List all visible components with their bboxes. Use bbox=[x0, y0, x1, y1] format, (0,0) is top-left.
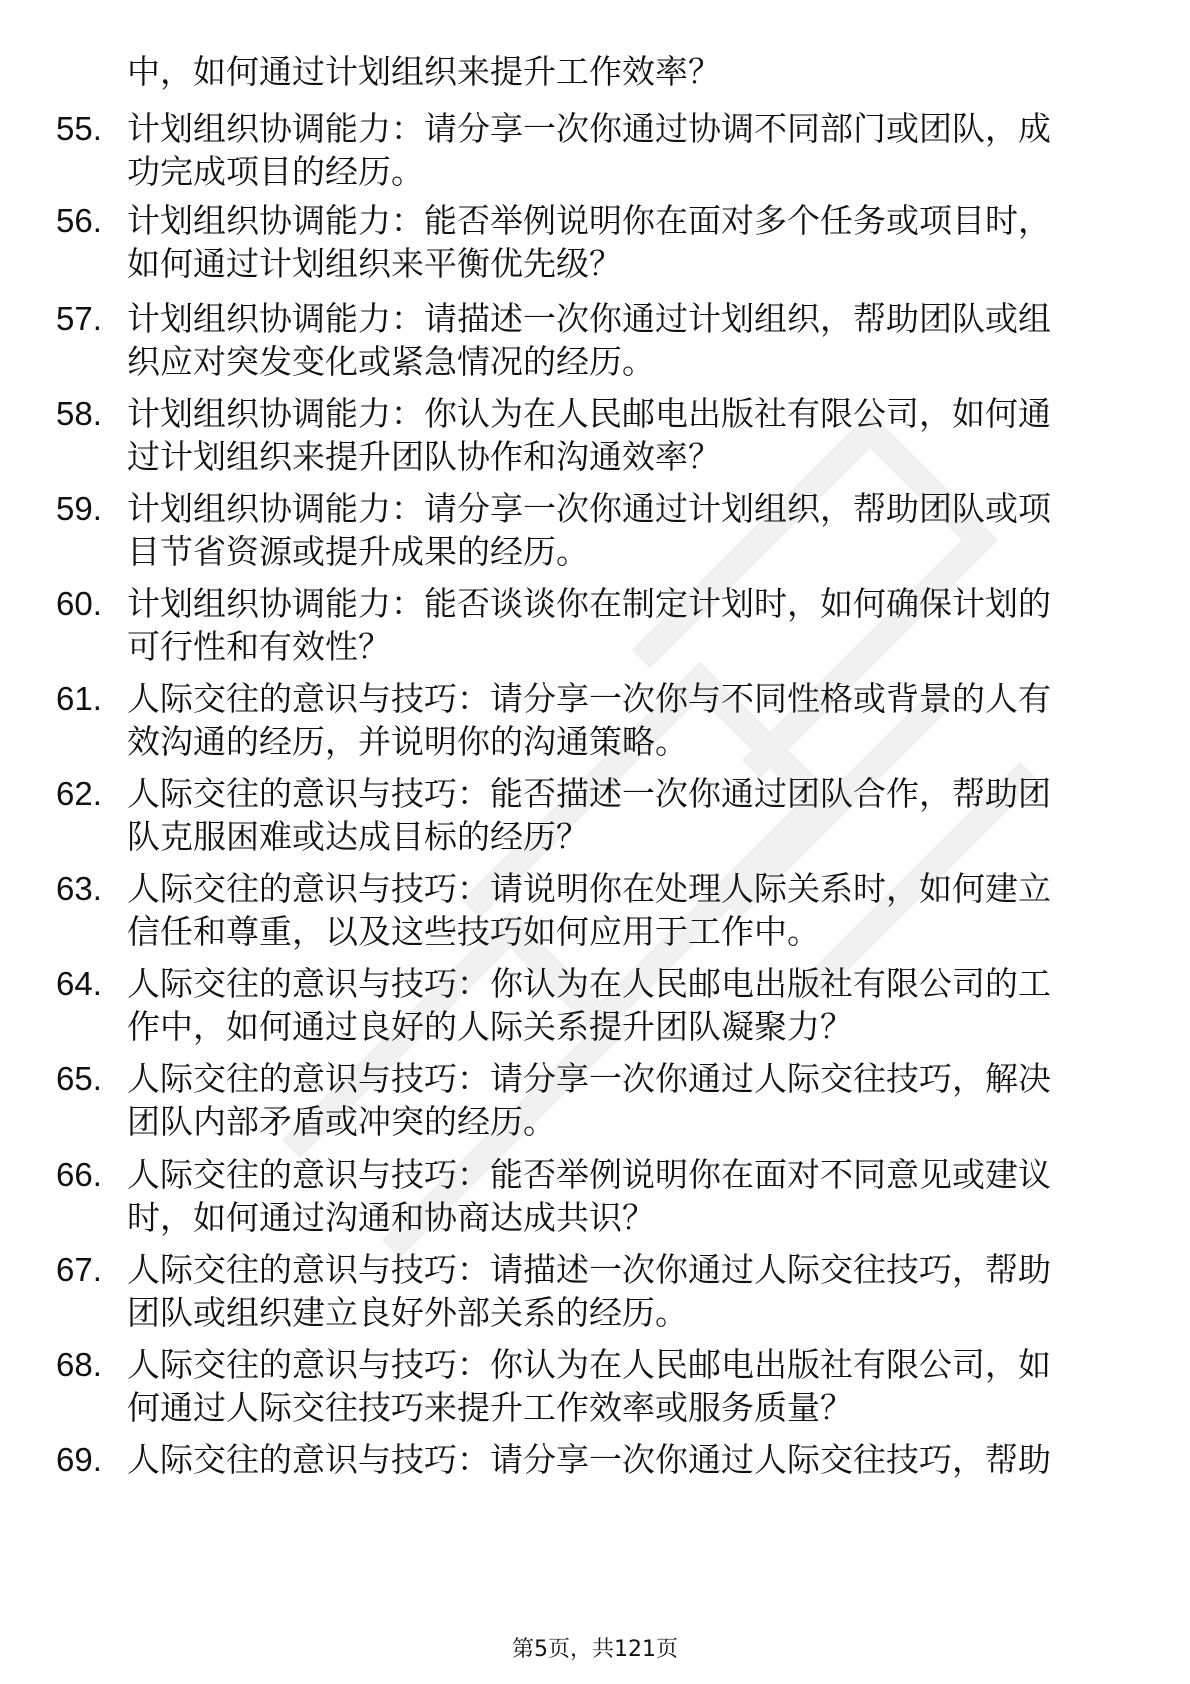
item-text-line: 人际交往的意识与技巧：能否举例说明你在面对不同意见或建议 bbox=[127, 1155, 1051, 1194]
page-footer: 第5页，共121页 bbox=[512, 1637, 678, 1662]
item-number: 64. bbox=[56, 965, 102, 1002]
list-item bbox=[0, 392, 1190, 482]
item-text-line: 团队内部矛盾或冲突的经历。 bbox=[127, 1102, 556, 1141]
item-text-line: 人际交往的意识与技巧：请分享一次你与不同性格或背景的人有 bbox=[127, 679, 1051, 718]
list-item bbox=[0, 297, 1190, 387]
item-text-line: 人际交往的意识与技巧：请描述一次你通过人际交往技巧，帮助 bbox=[127, 1250, 1051, 1289]
item-number: 56. bbox=[56, 202, 102, 239]
list-item bbox=[0, 867, 1190, 957]
list-item bbox=[0, 1248, 1190, 1338]
list-item bbox=[0, 1153, 1190, 1243]
item-text-line: 如何通过计划组织来平衡优先级？ bbox=[127, 244, 622, 283]
list-item bbox=[0, 487, 1190, 577]
item-number: 60. bbox=[56, 585, 102, 622]
list-item bbox=[0, 582, 1190, 672]
item-text-line: 何通过人际交往技巧来提升工作效率或服务质量？ bbox=[127, 1388, 853, 1427]
item-number: 69. bbox=[56, 1441, 102, 1478]
item-number: 59. bbox=[56, 490, 102, 527]
item-number: 65. bbox=[56, 1060, 102, 1097]
item-text-line: 效沟通的经历，并说明你的沟通策略。 bbox=[127, 722, 688, 761]
list-item bbox=[0, 962, 1190, 1052]
item-text-line: 人际交往的意识与技巧：请分享一次你通过人际交往技巧，帮助 bbox=[127, 1440, 1051, 1479]
item-text-line: 计划组织协调能力：你认为在人民邮电出版社有限公司，如何通 bbox=[127, 394, 1051, 433]
item-number: 63. bbox=[56, 870, 102, 907]
list-item bbox=[0, 107, 1190, 197]
item-text-line: 织应对突发变化或紧急情况的经历。 bbox=[127, 342, 655, 381]
item-text-line: 人际交往的意识与技巧：请说明你在处理人际关系时，如何建立 bbox=[127, 869, 1051, 908]
item-text-line: 计划组织协调能力：能否举例说明你在面对多个任务或项目时， bbox=[127, 201, 1051, 240]
continued-question-text: 中，如何通过计划组织来提升工作效率？ bbox=[127, 52, 721, 91]
item-text-line: 人际交往的意识与技巧：你认为在人民邮电出版社有限公司，如 bbox=[127, 1345, 1051, 1384]
item-text-line: 可行性和有效性？ bbox=[127, 627, 391, 666]
item-text-line: 人际交往的意识与技巧：请分享一次你通过人际交往技巧，解决 bbox=[127, 1059, 1051, 1098]
item-text-line: 作中，如何通过良好的人际关系提升团队凝聚力？ bbox=[127, 1007, 853, 1046]
item-number: 55. bbox=[56, 110, 102, 147]
list-item bbox=[0, 199, 1190, 289]
item-text-line: 目节省资源或提升成果的经历。 bbox=[127, 532, 589, 571]
item-text-line: 过计划组织来提升团队协作和沟通效率？ bbox=[127, 437, 721, 476]
item-text-line: 信任和尊重，以及这些技巧如何应用于工作中。 bbox=[127, 912, 820, 951]
list-item bbox=[0, 1438, 1190, 1528]
item-text-line: 功完成项目的经历。 bbox=[127, 152, 424, 191]
item-text-line: 人际交往的意识与技巧：你认为在人民邮电出版社有限公司的工 bbox=[127, 964, 1051, 1003]
list-item bbox=[0, 1343, 1190, 1433]
list-item bbox=[0, 772, 1190, 862]
item-number: 61. bbox=[56, 680, 102, 717]
list-item bbox=[0, 677, 1190, 767]
list-item bbox=[0, 1057, 1190, 1147]
item-text-line: 队克服困难或达成目标的经历？ bbox=[127, 817, 589, 856]
item-number: 67. bbox=[56, 1251, 102, 1288]
item-number: 62. bbox=[56, 775, 102, 812]
item-number: 58. bbox=[56, 395, 102, 432]
item-text-line: 计划组织协调能力：请分享一次你通过计划组织，帮助团队或项 bbox=[127, 489, 1051, 528]
item-text-line: 人际交往的意识与技巧：能否描述一次你通过团队合作，帮助团 bbox=[127, 774, 1051, 813]
item-number: 66. bbox=[56, 1156, 102, 1193]
item-text-line: 计划组织协调能力：请描述一次你通过计划组织，帮助团队或组 bbox=[127, 299, 1051, 338]
item-text-line: 时，如何通过沟通和协商达成共识？ bbox=[127, 1198, 655, 1237]
item-number: 57. bbox=[56, 300, 102, 337]
item-text-line: 计划组织协调能力：请分享一次你通过协调不同部门或团队，成 bbox=[127, 109, 1051, 148]
item-text-line: 计划组织协调能力：能否谈谈你在制定计划时，如何确保计划的 bbox=[127, 584, 1051, 623]
item-number: 68. bbox=[56, 1346, 102, 1383]
item-text-line: 团队或组织建立良好外部关系的经历。 bbox=[127, 1293, 688, 1332]
